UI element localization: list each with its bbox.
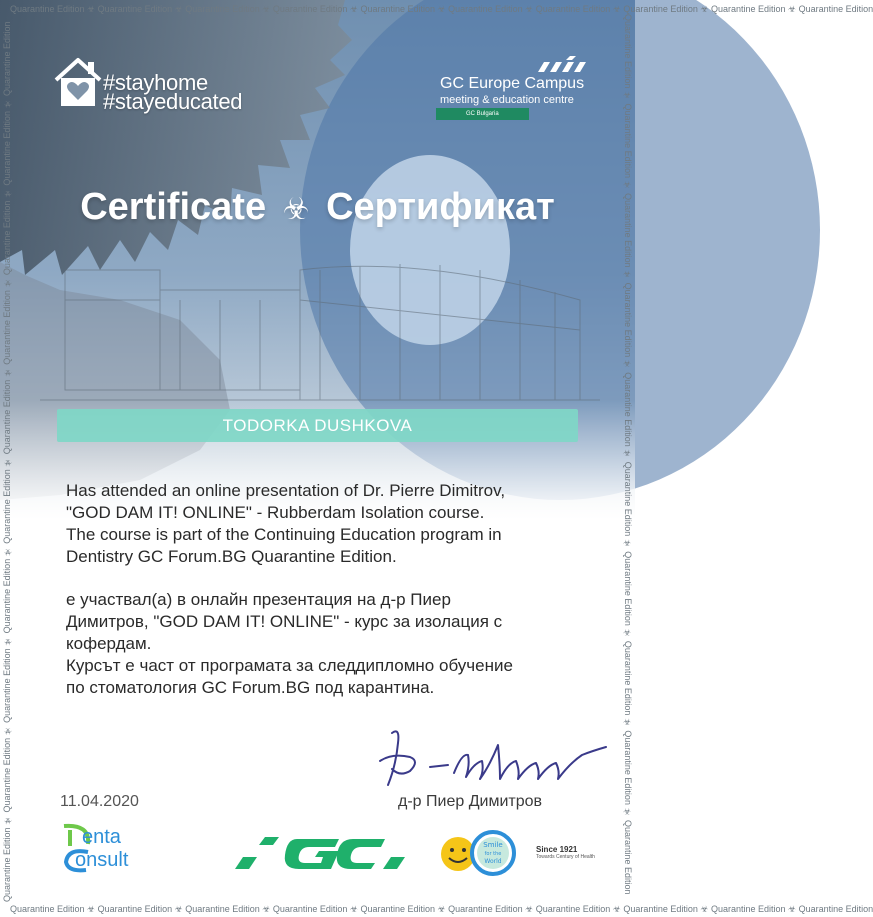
body-en-line: Has attended an online presentation of Dr. Pierre Dimitrov, [66,481,506,500]
certificate-title [0,186,635,229]
body-text-bulgarian [66,589,586,699]
campus-tag: GC Bulgaria [436,108,529,120]
hashtag-stayeducated: #stayeducated [103,89,243,114]
body-bg-line: Димитров, "GOD DAM IT! ONLINE" - курс за изолация с [66,612,503,631]
denta-consult-text-1: enta [82,826,121,848]
since-subtitle: Towards Century of Health [536,854,595,860]
signer-name: д-р Пиер Димитров [398,793,543,810]
body-bg-line: по стоматология GC Forum.BG под карантина. [66,678,435,697]
title-bulgarian: Сертификат [326,186,555,228]
gc-logo [235,833,405,873]
body-text-english [66,480,586,568]
handwritten-signature [370,725,610,795]
title-english: Certificate [80,186,267,228]
svg-text:World: World [484,858,502,865]
denta-consult-text-2: onsult [75,849,129,871]
body-en-line: Dentistry GC Forum.BG Quarantine Edition. [66,547,397,566]
gc-campus-logo-icon [536,56,588,74]
svg-text:Smile: Smile [483,841,503,849]
border-text-left: Quarantine Edition ☣ Quarantine Edition ☣ Quarantine Edition ☣ Quarantine Edition ☣ Quarantine Edition ☣ Quarantine Edition ☣ Quarantine Edition ☣ Quarantine Edition ☣ Quarantine Edition ☣ Quarantine Edition [2,21,12,902]
since-text: Since 1921 [536,845,578,854]
hashtag-stayhome: #stayhome [103,70,208,95]
svg-text:for the: for the [484,851,502,857]
house-heart-icon [52,56,104,110]
body-bg-line: кофердам. [66,634,152,653]
body-en-line: The course is part of the Continuing Education program in [66,525,502,544]
issue-date: 11.04.2020 [60,793,139,810]
border-text-top: Quarantine Edition ☣ Quarantine Edition ☣ Quarantine Edition ☣ Quarantine Edition ☣ Quarantine Edition ☣ Quarantine Edition ☣ Quarantine Edition ☣ Quarantine Edition ☣ Quarantine Edition ☣ Quarantine Edition [10,4,873,14]
body-bg-line: е участвал(а) в онлайн презентация на д-р Пиер [66,590,451,609]
smile-for-the-world-logo [440,830,516,876]
campus-title: GC Europe Campus [440,75,585,92]
campus-subtitle: meeting & education centre [440,94,574,106]
biohazard-icon: ☣ [282,193,310,226]
border-text-bottom: Quarantine Edition ☣ Quarantine Edition ☣ Quarantine Edition ☣ Quarantine Edition ☣ Quarantine Edition ☣ Quarantine Edition ☣ Quarantine Edition ☣ Quarantine Edition ☣ Quarantine Edition ☣ Quarantine Edition [10,904,873,914]
body-bg-line: Курсът е част от програмата за следдипломно обучение [66,656,513,675]
recipient-name: TODORKA DUSHKOVA [222,416,413,435]
border-text-right: Quarantine Edition ☣ Quarantine Edition ☣ Quarantine Edition ☣ Quarantine Edition ☣ Quarantine Edition ☣ Quarantine Edition ☣ Quarantine Edition ☣ Quarantine Edition ☣ Quarantine Edition ☣ Quarantine Edition [623,14,633,895]
body-en-line: "GOD DAM IT! ONLINE" - Rubberdam Isolation course. [66,503,485,522]
